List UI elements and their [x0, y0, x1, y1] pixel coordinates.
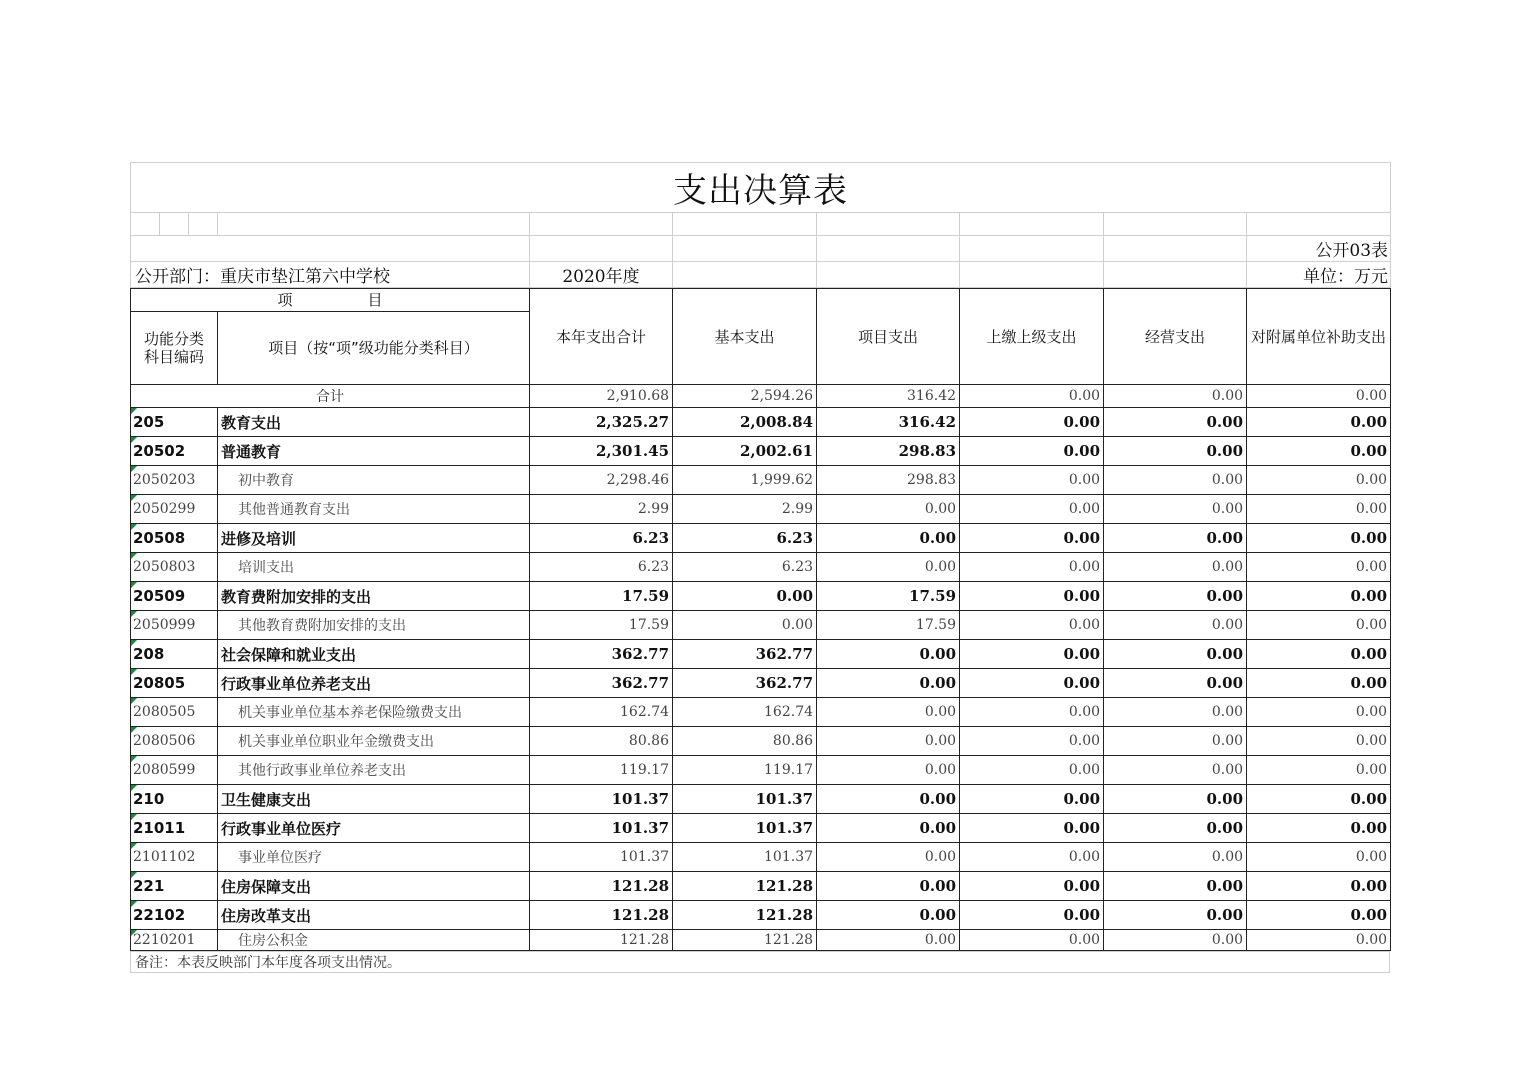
- row-code: 2050203: [131, 466, 218, 495]
- table-row: [131, 843, 1391, 872]
- row-name: 其他教育费附加安排的支出: [218, 611, 530, 640]
- row-value: 0.00: [1104, 930, 1247, 951]
- row-code: 2101102: [131, 843, 218, 872]
- row-value: 2,301.45: [530, 437, 673, 466]
- row-name: 初中教育: [218, 466, 530, 495]
- row-code: 208: [131, 640, 218, 669]
- row-name: 住房改革支出: [218, 901, 530, 930]
- row-value: 0.00: [1247, 756, 1391, 785]
- row-value: 6.23: [530, 553, 673, 582]
- row-code: 2080505: [131, 698, 218, 727]
- row-value: 0.00: [960, 669, 1104, 698]
- form-code: 公开03表: [1247, 236, 1391, 262]
- table-row: [131, 495, 1391, 524]
- row-value: 101.37: [673, 785, 817, 814]
- row-value: 0.00: [1247, 437, 1391, 466]
- row-value: 0.00: [1247, 582, 1391, 611]
- row-value: 0.00: [960, 553, 1104, 582]
- row-value: 0.00: [960, 495, 1104, 524]
- row-value: 0.00: [960, 698, 1104, 727]
- row-value: 2,008.84: [673, 408, 817, 437]
- row-value: 0.00: [960, 408, 1104, 437]
- row-value: 0.00: [1247, 495, 1391, 524]
- row-name: 事业单位医疗: [218, 843, 530, 872]
- note-table: [130, 951, 1390, 973]
- row-code: 2080506: [131, 727, 218, 756]
- row-value: 0.00: [960, 814, 1104, 843]
- department-label: 公开部门：重庆市垫江第六中学校: [131, 262, 530, 288]
- total-label: 合计: [131, 385, 530, 408]
- row-value: 0.00: [1247, 901, 1391, 930]
- row-value: 0.00: [1104, 698, 1247, 727]
- row-name: 其他普通教育支出: [218, 495, 530, 524]
- total-row: [131, 385, 1391, 408]
- row-value: 0.00: [1247, 466, 1391, 495]
- table-row: [131, 437, 1391, 466]
- row-name: 社会保障和就业支出: [218, 640, 530, 669]
- row-value: 0.00: [1247, 727, 1391, 756]
- row-value: 0.00: [1104, 553, 1247, 582]
- row-value: 121.28: [673, 872, 817, 901]
- row-value: 0.00: [960, 843, 1104, 872]
- row-value: 0.00: [1104, 611, 1247, 640]
- row-name: 住房保障支出: [218, 872, 530, 901]
- row-code: 21011: [131, 814, 218, 843]
- row-value: 316.42: [817, 408, 960, 437]
- row-value: 121.28: [530, 901, 673, 930]
- row-value: 1,999.62: [673, 466, 817, 495]
- row-value: 362.77: [673, 669, 817, 698]
- row-value: 298.83: [817, 437, 960, 466]
- row-value: 0.00: [960, 524, 1104, 553]
- total-value: 2,910.68: [530, 385, 673, 408]
- row-name: 卫生健康支出: [218, 785, 530, 814]
- table-row: [131, 872, 1391, 901]
- header-col-subsidy: 对附属单位补助支出: [1247, 289, 1391, 385]
- row-value: 2,002.61: [673, 437, 817, 466]
- total-value: 0.00: [1104, 385, 1247, 408]
- row-value: 0.00: [817, 669, 960, 698]
- fiscal-year: 2020年度: [530, 262, 673, 288]
- row-value: 0.00: [817, 524, 960, 553]
- row-value: 298.83: [817, 466, 960, 495]
- row-value: 0.00: [960, 785, 1104, 814]
- row-name: 教育支出: [218, 408, 530, 437]
- row-value: 0.00: [960, 437, 1104, 466]
- row-name: 机关事业单位基本养老保险缴费支出: [218, 698, 530, 727]
- row-value: 121.28: [673, 901, 817, 930]
- header-item: 项 目: [131, 289, 530, 312]
- row-value: 0.00: [960, 756, 1104, 785]
- table-row: [131, 553, 1391, 582]
- row-value: 0.00: [817, 814, 960, 843]
- page-title: 支出决算表: [131, 163, 1391, 213]
- row-value: 17.59: [817, 611, 960, 640]
- row-value: 0.00: [1247, 872, 1391, 901]
- row-code: 20805: [131, 669, 218, 698]
- row-value: 0.00: [1247, 785, 1391, 814]
- row-value: 101.37: [530, 785, 673, 814]
- row-value: 0.00: [1104, 727, 1247, 756]
- total-value: 2,594.26: [673, 385, 817, 408]
- row-value: 2.99: [530, 495, 673, 524]
- header-code: 功能分类 科目编码: [131, 312, 218, 385]
- row-value: 17.59: [530, 611, 673, 640]
- row-value: 0.00: [817, 872, 960, 901]
- row-value: 0.00: [817, 640, 960, 669]
- row-name: 行政事业单位养老支出: [218, 669, 530, 698]
- row-value: 0.00: [1104, 901, 1247, 930]
- row-value: 119.17: [673, 756, 817, 785]
- row-value: 0.00: [673, 611, 817, 640]
- row-value: 0.00: [1247, 930, 1391, 951]
- sheet-header-grid: [130, 162, 1391, 288]
- row-value: 121.28: [673, 930, 817, 951]
- row-name: 教育费附加安排的支出: [218, 582, 530, 611]
- row-value: 0.00: [1104, 466, 1247, 495]
- row-value: 0.00: [1104, 495, 1247, 524]
- total-value: 316.42: [817, 385, 960, 408]
- row-value: 0.00: [960, 466, 1104, 495]
- table-row: [131, 582, 1391, 611]
- table-row: [131, 669, 1391, 698]
- row-value: 0.00: [673, 582, 817, 611]
- row-value: 101.37: [530, 814, 673, 843]
- row-value: 119.17: [530, 756, 673, 785]
- row-code: 2210201: [131, 930, 218, 951]
- row-value: 0.00: [1247, 408, 1391, 437]
- row-code: 22102: [131, 901, 218, 930]
- row-value: 0.00: [817, 495, 960, 524]
- row-value: 362.77: [530, 669, 673, 698]
- row-value: 17.59: [530, 582, 673, 611]
- total-value: 0.00: [1247, 385, 1391, 408]
- table-row: [131, 814, 1391, 843]
- row-code: 20502: [131, 437, 218, 466]
- row-value: 0.00: [960, 872, 1104, 901]
- header-col-business: 经营支出: [1104, 289, 1247, 385]
- row-value: 0.00: [817, 553, 960, 582]
- table-row: [131, 901, 1391, 930]
- row-value: 2,325.27: [530, 408, 673, 437]
- row-value: 0.00: [817, 785, 960, 814]
- row-code: 210: [131, 785, 218, 814]
- row-name: 培训支出: [218, 553, 530, 582]
- row-value: 0.00: [960, 611, 1104, 640]
- row-value: 0.00: [1104, 814, 1247, 843]
- row-name: 其他行政事业单位养老支出: [218, 756, 530, 785]
- header-col-remit: 上缴上级支出: [960, 289, 1104, 385]
- row-code: 2050803: [131, 553, 218, 582]
- row-value: 0.00: [1104, 582, 1247, 611]
- row-value: 0.00: [1104, 756, 1247, 785]
- row-name: 普通教育: [218, 437, 530, 466]
- row-value: 0.00: [1104, 669, 1247, 698]
- row-value: 0.00: [1247, 524, 1391, 553]
- row-value: 17.59: [817, 582, 960, 611]
- row-value: 0.00: [1247, 698, 1391, 727]
- row-value: 0.00: [960, 640, 1104, 669]
- row-value: 0.00: [1104, 843, 1247, 872]
- unit-label: 单位：万元: [1247, 262, 1391, 288]
- row-value: 101.37: [673, 843, 817, 872]
- row-value: 162.74: [530, 698, 673, 727]
- total-value: 0.00: [960, 385, 1104, 408]
- row-name: 进修及培训: [218, 524, 530, 553]
- row-value: 162.74: [673, 698, 817, 727]
- header-col-project: 项目支出: [817, 289, 960, 385]
- row-code: 205: [131, 408, 218, 437]
- row-value: 0.00: [1104, 872, 1247, 901]
- row-value: 0.00: [817, 901, 960, 930]
- row-value: 0.00: [817, 727, 960, 756]
- header-col-basic: 基本支出: [673, 289, 817, 385]
- row-code: 20509: [131, 582, 218, 611]
- row-value: 2,298.46: [530, 466, 673, 495]
- row-value: 0.00: [1104, 437, 1247, 466]
- row-value: 0.00: [960, 727, 1104, 756]
- row-value: 121.28: [530, 872, 673, 901]
- row-value: 0.00: [1247, 843, 1391, 872]
- row-value: 0.00: [817, 756, 960, 785]
- table-row: [131, 756, 1391, 785]
- row-value: 0.00: [960, 582, 1104, 611]
- row-name: 行政事业单位医疗: [218, 814, 530, 843]
- row-value: 101.37: [530, 843, 673, 872]
- row-value: 2.99: [673, 495, 817, 524]
- row-name: 住房公积金: [218, 930, 530, 951]
- row-value: 0.00: [1247, 669, 1391, 698]
- row-value: 80.86: [673, 727, 817, 756]
- row-value: 6.23: [530, 524, 673, 553]
- row-value: 0.00: [1247, 640, 1391, 669]
- table-row: [131, 640, 1391, 669]
- row-value: 0.00: [817, 930, 960, 951]
- row-value: 0.00: [817, 843, 960, 872]
- row-value: 0.00: [960, 930, 1104, 951]
- header-col-total: 本年支出合计: [530, 289, 673, 385]
- expenditure-table: [130, 288, 1391, 951]
- row-value: 0.00: [1247, 611, 1391, 640]
- table-row: [131, 611, 1391, 640]
- row-code: 20508: [131, 524, 218, 553]
- table-row: [131, 524, 1391, 553]
- row-value: 121.28: [530, 930, 673, 951]
- row-value: 0.00: [1247, 814, 1391, 843]
- row-code: 2080599: [131, 756, 218, 785]
- table-row: [131, 466, 1391, 495]
- row-value: 362.77: [673, 640, 817, 669]
- row-name: 机关事业单位职业年金缴费支出: [218, 727, 530, 756]
- header-name: 项目（按“项”级功能分类科目）: [218, 312, 530, 385]
- row-value: 362.77: [530, 640, 673, 669]
- row-value: 0.00: [1104, 408, 1247, 437]
- row-value: 6.23: [673, 553, 817, 582]
- row-value: 0.00: [960, 901, 1104, 930]
- table-row: [131, 930, 1391, 951]
- table-row: [131, 727, 1391, 756]
- row-value: 0.00: [1104, 640, 1247, 669]
- row-code: 2050299: [131, 495, 218, 524]
- row-value: 80.86: [530, 727, 673, 756]
- row-value: 101.37: [673, 814, 817, 843]
- row-code: 221: [131, 872, 218, 901]
- row-value: 0.00: [1104, 524, 1247, 553]
- table-row: [131, 785, 1391, 814]
- row-value: 0.00: [817, 698, 960, 727]
- footnote: 备注：本表反映部门本年度各项支出情况。: [131, 952, 1390, 973]
- row-code: 2050999: [131, 611, 218, 640]
- table-row: [131, 408, 1391, 437]
- row-value: 6.23: [673, 524, 817, 553]
- expenditure-sheet: [130, 162, 1390, 973]
- table-row: [131, 698, 1391, 727]
- row-value: 0.00: [1247, 553, 1391, 582]
- row-value: 0.00: [1104, 785, 1247, 814]
